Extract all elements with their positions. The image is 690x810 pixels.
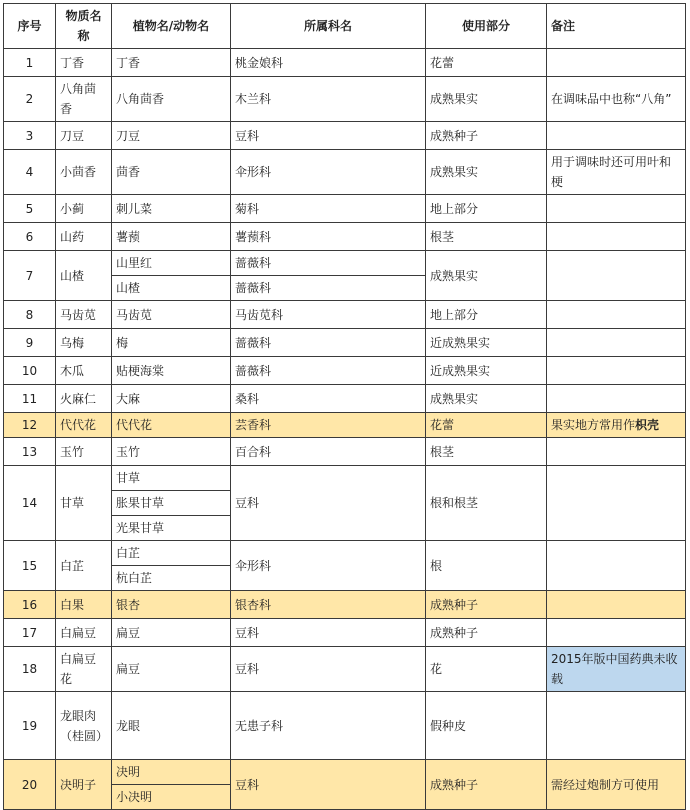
row-note	[547, 692, 686, 760]
row-part: 花蕾	[426, 413, 547, 438]
row-substance: 乌梅	[56, 329, 112, 357]
row-seq: 9	[4, 329, 56, 357]
row-plant: 代代花	[112, 413, 231, 438]
row-plant: 山里红	[112, 251, 231, 276]
row-plant: 刀豆	[112, 122, 231, 150]
header-part: 使用部分	[426, 4, 547, 49]
row-part: 根和根茎	[426, 466, 547, 541]
table-row	[4, 77, 686, 122]
row-part: 成熟种子	[426, 760, 547, 810]
row-family: 豆科	[231, 122, 426, 150]
row-note	[547, 413, 686, 438]
row-part: 成熟果实	[426, 150, 547, 195]
row-part: 地上部分	[426, 301, 547, 329]
row-note	[547, 195, 686, 223]
row-family: 蔷薇科	[231, 357, 426, 385]
row-seq: 11	[4, 385, 56, 413]
row-seq: 18	[4, 647, 56, 692]
table-row	[4, 385, 686, 413]
row-substance: 代代花	[56, 413, 112, 438]
row-family: 菊科	[231, 195, 426, 223]
header-note: 备注	[547, 4, 686, 49]
row-plant: 龙眼	[112, 692, 231, 760]
row-note-text: 用于调味时还可用叶和梗	[551, 155, 672, 189]
row-part: 近成熟果实	[426, 357, 547, 385]
row-seq: 8	[4, 301, 56, 329]
row-note	[547, 301, 686, 329]
row-seq: 16	[4, 591, 56, 619]
row-family: 豆科	[231, 647, 426, 692]
row-note	[547, 77, 686, 122]
row-family: 蔷薇科	[231, 251, 426, 276]
row-note	[547, 223, 686, 251]
row-family: 伞形科	[231, 541, 426, 591]
row-family: 无患子科	[231, 692, 426, 760]
table-row	[4, 357, 686, 385]
table-row	[4, 122, 686, 150]
row-plant: 甘草	[112, 466, 231, 491]
row-seq: 6	[4, 223, 56, 251]
row-part: 花	[426, 647, 547, 692]
row-family: 薯蓣科	[231, 223, 426, 251]
table-row	[4, 438, 686, 466]
row-family: 蔷薇科	[231, 329, 426, 357]
row-part: 根茎	[426, 438, 547, 466]
row-part: 地上部分	[426, 195, 547, 223]
row-substance: 小蓟	[56, 195, 112, 223]
row-note	[547, 438, 686, 466]
row-note	[547, 466, 686, 541]
row-substance: 白芷	[56, 541, 112, 591]
row-family: 豆科	[231, 760, 426, 810]
row-substance: 八角茴香	[56, 77, 112, 122]
row-family: 豆科	[231, 466, 426, 541]
table-row	[4, 329, 686, 357]
row-seq: 13	[4, 438, 56, 466]
row-substance: 刀豆	[56, 122, 112, 150]
header-plant: 植物名/动物名	[112, 4, 231, 49]
row-note	[547, 251, 686, 301]
row-plant: 扁豆	[112, 647, 231, 692]
row-plant: 八角茴香	[112, 77, 231, 122]
header-family: 所属科名	[231, 4, 426, 49]
row-plant: 梅	[112, 329, 231, 357]
header-seq: 序号	[4, 4, 56, 49]
row-plant: 银杏	[112, 591, 231, 619]
row-seq: 20	[4, 760, 56, 810]
row-substance: 丁香	[56, 49, 112, 77]
row-plant: 丁香	[112, 49, 231, 77]
row-plant: 小决明	[112, 785, 231, 810]
row-plant: 大麻	[112, 385, 231, 413]
table-row	[4, 591, 686, 619]
row-note	[547, 49, 686, 77]
row-substance: 决明子	[56, 760, 112, 810]
row-substance: 马齿苋	[56, 301, 112, 329]
header-substance: 物质名称	[56, 4, 112, 49]
row-substance: 白扁豆	[56, 619, 112, 647]
row-note	[547, 385, 686, 413]
row-substance: 小茴香	[56, 150, 112, 195]
row-family: 芸香科	[231, 413, 426, 438]
table-row	[4, 760, 686, 785]
row-part: 成熟果实	[426, 385, 547, 413]
row-family: 木兰科	[231, 77, 426, 122]
row-plant: 茴香	[112, 150, 231, 195]
table-row	[4, 647, 686, 692]
table-row	[4, 466, 686, 491]
table-row	[4, 223, 686, 251]
row-substance: 木瓜	[56, 357, 112, 385]
food-medicine-table	[3, 3, 686, 810]
row-note	[547, 541, 686, 591]
row-part: 根茎	[426, 223, 547, 251]
table-row	[4, 150, 686, 195]
row-plant: 白芷	[112, 541, 231, 566]
row-seq: 10	[4, 357, 56, 385]
table-row	[4, 541, 686, 566]
row-seq: 1	[4, 49, 56, 77]
row-plant: 扁豆	[112, 619, 231, 647]
row-note	[547, 329, 686, 357]
row-seq: 3	[4, 122, 56, 150]
row-part: 成熟种子	[426, 591, 547, 619]
row-note	[547, 760, 686, 810]
row-part: 成熟种子	[426, 619, 547, 647]
row-substance: 火麻仁	[56, 385, 112, 413]
row-seq: 17	[4, 619, 56, 647]
table-row	[4, 301, 686, 329]
table-row	[4, 195, 686, 223]
row-plant: 刺儿菜	[112, 195, 231, 223]
row-substance: 山药	[56, 223, 112, 251]
row-note	[547, 150, 686, 195]
row-note-text: 在调味品中也称“八角”	[551, 92, 672, 106]
row-seq: 4	[4, 150, 56, 195]
row-seq: 7	[4, 251, 56, 301]
table-body	[4, 49, 686, 810]
row-seq: 2	[4, 77, 56, 122]
row-note	[547, 357, 686, 385]
row-part: 假种皮	[426, 692, 547, 760]
row-plant: 贴梗海棠	[112, 357, 231, 385]
row-substance: 山楂	[56, 251, 112, 301]
row-plant: 杭白芷	[112, 566, 231, 591]
row-note-text: 需经过炮制方可使用	[551, 777, 660, 792]
row-family: 桃金娘科	[231, 49, 426, 77]
row-part: 花蕾	[426, 49, 547, 77]
row-family: 桑科	[231, 385, 426, 413]
row-substance: 龙眼肉（桂圆）	[56, 692, 112, 760]
row-family: 伞形科	[231, 150, 426, 195]
row-part: 成熟种子	[426, 122, 547, 150]
row-substance: 玉竹	[56, 438, 112, 466]
row-plant: 胀果甘草	[112, 491, 231, 516]
row-family: 银杏科	[231, 591, 426, 619]
row-plant: 山楂	[112, 276, 231, 301]
row-part: 近成熟果实	[426, 329, 547, 357]
row-note-text: 果实地方常用作	[551, 418, 636, 432]
row-substance: 白果	[56, 591, 112, 619]
row-plant: 玉竹	[112, 438, 231, 466]
row-part: 根	[426, 541, 547, 591]
row-plant: 决明	[112, 760, 231, 785]
row-note	[547, 122, 686, 150]
row-seq: 14	[4, 466, 56, 541]
row-note	[547, 591, 686, 619]
row-seq: 19	[4, 692, 56, 760]
row-plant: 马齿苋	[112, 301, 231, 329]
row-plant: 薯蓣	[112, 223, 231, 251]
row-note-text: 2015年版中国药典未收载	[551, 652, 678, 686]
row-note-bold-text: 枳壳	[635, 418, 660, 432]
row-substance: 白扁豆花	[56, 647, 112, 692]
table-row	[4, 413, 686, 438]
row-part: 成熟果实	[426, 251, 547, 301]
row-family: 百合科	[231, 438, 426, 466]
row-family: 蔷薇科	[231, 276, 426, 301]
row-seq: 5	[4, 195, 56, 223]
table-row	[4, 692, 686, 760]
table-row	[4, 619, 686, 647]
row-family: 豆科	[231, 619, 426, 647]
row-family: 马齿苋科	[231, 301, 426, 329]
row-plant: 光果甘草	[112, 516, 231, 541]
row-seq: 15	[4, 541, 56, 591]
table-row	[4, 251, 686, 276]
row-note	[547, 647, 686, 692]
row-seq: 12	[4, 413, 56, 438]
row-note	[547, 619, 686, 647]
header-row	[4, 4, 686, 49]
row-part: 成熟果实	[426, 77, 547, 122]
row-substance: 甘草	[56, 466, 112, 541]
table-row	[4, 49, 686, 77]
